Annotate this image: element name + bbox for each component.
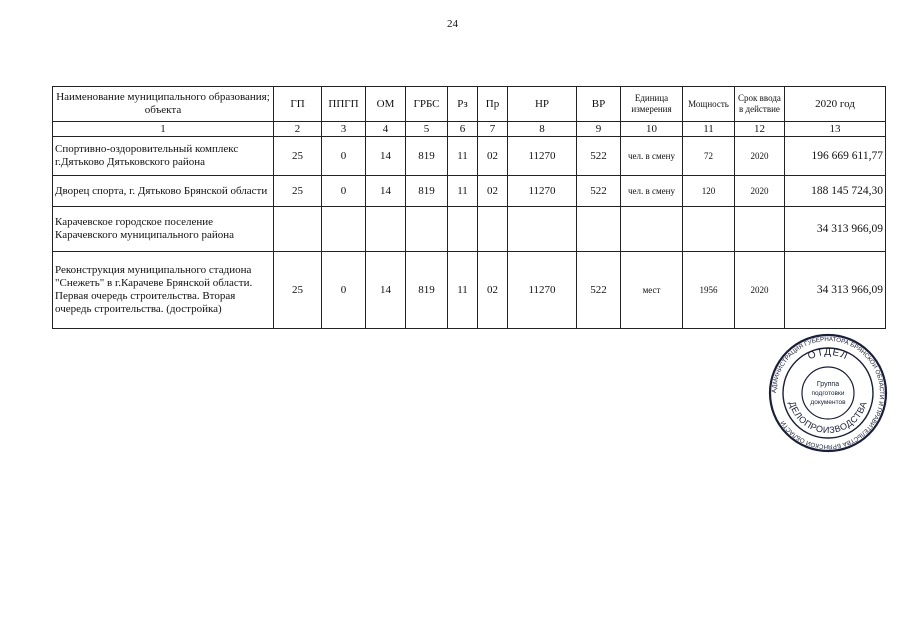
cell-pr: [478, 207, 508, 252]
cell-vr: 522: [577, 176, 621, 207]
column-number: 4: [366, 122, 406, 137]
cell-term: [735, 207, 785, 252]
object-name: Карачевское городское поселение Карачевского муниципального района: [53, 207, 274, 252]
header-name: Наименование муниципального образования; объекта: [53, 87, 274, 122]
table-header-row: [53, 87, 886, 122]
cell-om: 14: [366, 137, 406, 176]
column-number: 1: [53, 122, 274, 137]
header-term: Срок ввода в действие: [735, 87, 785, 122]
column-number: 6: [448, 122, 478, 137]
cell-om: 14: [366, 252, 406, 329]
header-rz: Рз: [448, 87, 478, 122]
column-number: 12: [735, 122, 785, 137]
cell-term: 2020: [735, 137, 785, 176]
cell-unit: [621, 207, 683, 252]
cell-gp: 25: [274, 252, 322, 329]
cell-gp: [274, 207, 322, 252]
cell-grbs: 819: [406, 176, 448, 207]
column-number: 13: [785, 122, 886, 137]
header-year: 2020 год: [785, 87, 886, 122]
cell-om: [366, 207, 406, 252]
header-grbs: ГРБС: [406, 87, 448, 122]
cell-amount: 196 669 611,77: [785, 137, 886, 176]
column-number: 10: [621, 122, 683, 137]
cell-unit: мест: [621, 252, 683, 329]
cell-nr: 11270: [508, 176, 577, 207]
official-stamp: [768, 333, 888, 453]
header-ppgp: ППГП: [322, 87, 366, 122]
cell-term: 2020: [735, 176, 785, 207]
header-capacity: Мощность: [683, 87, 735, 122]
table-row: [53, 207, 886, 252]
cell-nr: 11270: [508, 137, 577, 176]
cell-rz: 11: [448, 137, 478, 176]
column-number: 5: [406, 122, 448, 137]
column-number: 9: [577, 122, 621, 137]
stamp-center-line-2: подготовки: [811, 390, 845, 397]
cell-pr: 02: [478, 137, 508, 176]
header-vr: ВР: [577, 87, 621, 122]
stamp-dept-bottom: ДЕЛОПРОИЗВОДСТВА: [787, 399, 869, 436]
cell-vr: [577, 207, 621, 252]
page-number: 24: [447, 18, 458, 30]
header-unit: Единица измерения: [621, 87, 683, 122]
cell-unit: чел. в смену: [621, 137, 683, 176]
column-number: 11: [683, 122, 735, 137]
cell-grbs: [406, 207, 448, 252]
stamp-center-line-3: документов: [810, 399, 846, 406]
cell-capacity: 72: [683, 137, 735, 176]
header-om: ОМ: [366, 87, 406, 122]
cell-nr: 11270: [508, 252, 577, 329]
cell-grbs: 819: [406, 137, 448, 176]
cell-amount: 34 313 966,09: [785, 207, 886, 252]
cell-vr: 522: [577, 137, 621, 176]
cell-gp: 25: [274, 137, 322, 176]
column-number: 8: [508, 122, 577, 137]
cell-ppgp: 0: [322, 176, 366, 207]
cell-pr: 02: [478, 252, 508, 329]
budget-table: [52, 86, 886, 329]
cell-rz: [448, 207, 478, 252]
object-name: Дворец спорта, г. Дятьково Брянской области: [53, 176, 274, 207]
cell-amount: 188 145 724,30: [785, 176, 886, 207]
column-number: 7: [478, 122, 508, 137]
stamp-center-line-1: Группа: [816, 381, 840, 388]
object-name: Спортивно-оздоровительный комплекс г.Дятьково Дятьковского района: [53, 137, 274, 176]
column-number: 2: [274, 122, 322, 137]
cell-capacity: 120: [683, 176, 735, 207]
cell-rz: 11: [448, 176, 478, 207]
cell-grbs: 819: [406, 252, 448, 329]
column-number-row: [53, 122, 886, 137]
cell-unit: чел. в смену: [621, 176, 683, 207]
cell-pr: 02: [478, 176, 508, 207]
table-row: [53, 137, 886, 176]
cell-rz: 11: [448, 252, 478, 329]
cell-om: 14: [366, 176, 406, 207]
header-nr: НР: [508, 87, 577, 122]
cell-ppgp: [322, 207, 366, 252]
cell-ppgp: 0: [322, 137, 366, 176]
cell-amount: 34 313 966,09: [785, 252, 886, 329]
cell-capacity: [683, 207, 735, 252]
cell-capacity: 1956: [683, 252, 735, 329]
object-name: Реконструкция муниципального стадиона "Снежеть" в г.Карачеве Брянской области. Первая очередь строительства. Вторая очередь строительства. (достройка): [53, 252, 274, 329]
column-number: 3: [322, 122, 366, 137]
cell-nr: [508, 207, 577, 252]
header-pr: Пр: [478, 87, 508, 122]
header-gp: ГП: [274, 87, 322, 122]
stamp-dept-top: ОТДЕЛ: [806, 346, 850, 363]
table-row: [53, 252, 886, 329]
cell-vr: 522: [577, 252, 621, 329]
stamp-outer-text: АДМИНИСТРАЦИЯ ГУБЕРНАТОРА БРЯНСКОЙ ОБЛАСТИ И ПРАВИТЕЛЬСТВА БРЯНСКОЙ ОБЛАСТИ: [770, 335, 886, 451]
table-row: [53, 176, 886, 207]
cell-ppgp: 0: [322, 252, 366, 329]
cell-gp: 25: [274, 176, 322, 207]
cell-term: 2020: [735, 252, 785, 329]
